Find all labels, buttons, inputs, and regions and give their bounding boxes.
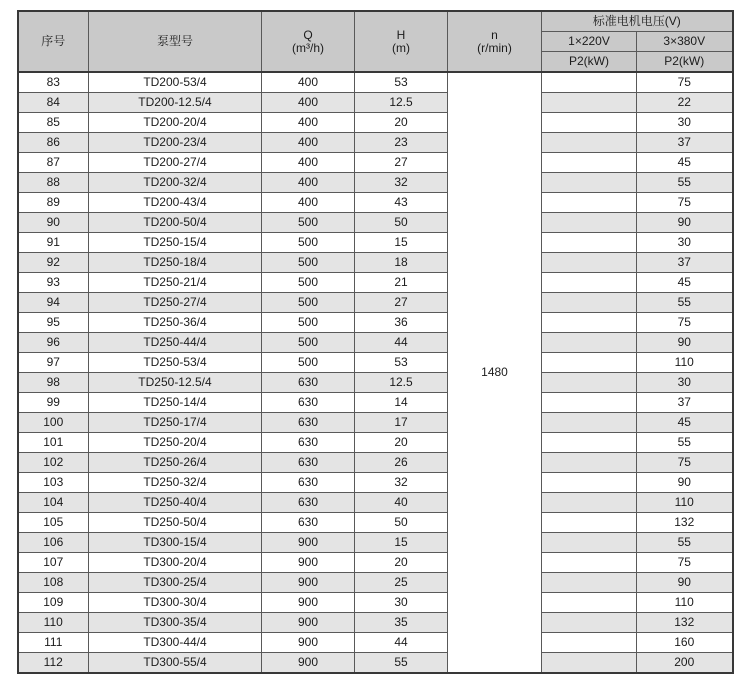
- table-row: [18, 353, 733, 373]
- p2-220-cell: [542, 533, 637, 553]
- table-row: [18, 633, 733, 653]
- h-cell: 17: [355, 413, 448, 433]
- seq-cell: 97: [18, 353, 89, 373]
- header-voltage-220: 1×220V: [542, 32, 637, 52]
- p2-220-cell: [542, 473, 637, 493]
- h-cell: 35: [355, 613, 448, 633]
- seq-cell: 109: [18, 593, 89, 613]
- seq-cell: 100: [18, 413, 89, 433]
- h-cell: 14: [355, 393, 448, 413]
- model-cell: TD200-23/4: [89, 133, 262, 153]
- q-cell: 630: [262, 493, 355, 513]
- h-cell: 55: [355, 653, 448, 674]
- seq-cell: 83: [18, 72, 89, 93]
- seq-cell: 112: [18, 653, 89, 674]
- h-cell: 43: [355, 193, 448, 213]
- q-cell: 500: [262, 273, 355, 293]
- h-cell: 30: [355, 593, 448, 613]
- page: [0, 10, 750, 688]
- q-cell: 500: [262, 253, 355, 273]
- h-cell: 12.5: [355, 93, 448, 113]
- model-cell: TD200-53/4: [89, 72, 262, 93]
- p2-380-cell: 75: [637, 553, 733, 573]
- q-cell: 900: [262, 613, 355, 633]
- p2-220-cell: [542, 173, 637, 193]
- table-row: [18, 553, 733, 573]
- seq-cell: 106: [18, 533, 89, 553]
- table-row: [18, 233, 733, 253]
- model-cell: TD250-18/4: [89, 253, 262, 273]
- p2-220-cell: [542, 93, 637, 113]
- table-row: [18, 513, 733, 533]
- p2-380-cell: 75: [637, 453, 733, 473]
- model-cell: TD200-20/4: [89, 113, 262, 133]
- h-cell: 53: [355, 353, 448, 373]
- model-cell: TD250-27/4: [89, 293, 262, 313]
- p2-220-cell: [542, 72, 637, 93]
- h-cell: 50: [355, 213, 448, 233]
- p2-220-cell: [542, 233, 637, 253]
- q-cell: 630: [262, 473, 355, 493]
- seq-cell: 110: [18, 613, 89, 633]
- p2-220-cell: [542, 633, 637, 653]
- q-cell: 400: [262, 173, 355, 193]
- p2-220-cell: [542, 293, 637, 313]
- q-cell: 500: [262, 353, 355, 373]
- table-row: [18, 333, 733, 353]
- p2-380-cell: 110: [637, 493, 733, 513]
- seq-cell: 99: [18, 393, 89, 413]
- q-cell: 630: [262, 453, 355, 473]
- h-cell: 21: [355, 273, 448, 293]
- p2-380-cell: 90: [637, 213, 733, 233]
- p2-380-cell: 22: [637, 93, 733, 113]
- h-cell: 32: [355, 473, 448, 493]
- model-cell: TD200-32/4: [89, 173, 262, 193]
- p2-380-cell: 55: [637, 173, 733, 193]
- p2-380-cell: 90: [637, 573, 733, 593]
- p2-220-cell: [542, 313, 637, 333]
- q-cell: 630: [262, 433, 355, 453]
- table-row: [18, 133, 733, 153]
- table-body: [18, 72, 733, 673]
- seq-cell: 103: [18, 473, 89, 493]
- q-cell: 630: [262, 373, 355, 393]
- model-cell: TD250-20/4: [89, 433, 262, 453]
- header-voltage-group: 标准电机电压(V): [542, 11, 733, 32]
- seq-cell: 94: [18, 293, 89, 313]
- table-row: [18, 173, 733, 193]
- p2-220-cell: [542, 113, 637, 133]
- p2-220-cell: [542, 593, 637, 613]
- h-cell: 25: [355, 573, 448, 593]
- h-cell: 20: [355, 113, 448, 133]
- p2-380-cell: 30: [637, 233, 733, 253]
- p2-380-cell: 75: [637, 313, 733, 333]
- h-cell: 15: [355, 533, 448, 553]
- p2-380-cell: 45: [637, 273, 733, 293]
- table-row: [18, 213, 733, 233]
- p2-380-cell: 160: [637, 633, 733, 653]
- q-cell: 630: [262, 393, 355, 413]
- table-row: [18, 453, 733, 473]
- model-cell: TD300-30/4: [89, 593, 262, 613]
- table-row: [18, 433, 733, 453]
- table-row: [18, 72, 733, 93]
- p2-220-cell: [542, 393, 637, 413]
- q-cell: 900: [262, 593, 355, 613]
- q-cell: 400: [262, 193, 355, 213]
- h-cell: 44: [355, 633, 448, 653]
- p2-380-cell: 90: [637, 333, 733, 353]
- q-cell: 400: [262, 133, 355, 153]
- h-cell: 23: [355, 133, 448, 153]
- table-row: [18, 373, 733, 393]
- seq-cell: 90: [18, 213, 89, 233]
- seq-cell: 111: [18, 633, 89, 653]
- header-head-unit: (m): [392, 40, 410, 55]
- p2-220-cell: [542, 273, 637, 293]
- n-value-cell: 1480: [448, 72, 542, 673]
- p2-220-cell: [542, 253, 637, 273]
- model-cell: TD200-43/4: [89, 193, 262, 213]
- table-row: [18, 573, 733, 593]
- model-cell: TD250-14/4: [89, 393, 262, 413]
- header-head-symbol: H: [396, 27, 406, 42]
- table-row: [18, 293, 733, 313]
- p2-380-cell: 37: [637, 133, 733, 153]
- p2-220-cell: [542, 433, 637, 453]
- seq-cell: 96: [18, 333, 89, 353]
- table-row: [18, 473, 733, 493]
- q-cell: 900: [262, 573, 355, 593]
- seq-cell: 102: [18, 453, 89, 473]
- seq-cell: 104: [18, 493, 89, 513]
- seq-cell: 95: [18, 313, 89, 333]
- p2-380-cell: 90: [637, 473, 733, 493]
- p2-380-cell: 132: [637, 513, 733, 533]
- p2-380-cell: 75: [637, 72, 733, 93]
- model-cell: TD250-32/4: [89, 473, 262, 493]
- seq-cell: 87: [18, 153, 89, 173]
- model-cell: TD200-12.5/4: [89, 93, 262, 113]
- q-cell: 500: [262, 233, 355, 253]
- p2-380-cell: 55: [637, 293, 733, 313]
- q-cell: 900: [262, 633, 355, 653]
- q-cell: 900: [262, 553, 355, 573]
- h-cell: 18: [355, 253, 448, 273]
- header-flow-symbol: Q: [303, 27, 313, 42]
- p2-380-cell: 55: [637, 433, 733, 453]
- h-cell: 36: [355, 313, 448, 333]
- q-cell: 400: [262, 72, 355, 93]
- p2-380-cell: 132: [637, 613, 733, 633]
- p2-380-cell: 75: [637, 193, 733, 213]
- model-cell: TD250-21/4: [89, 273, 262, 293]
- p2-380-cell: 30: [637, 373, 733, 393]
- header-model: 泵型号: [89, 11, 262, 72]
- p2-220-cell: [542, 513, 637, 533]
- p2-380-cell: 30: [637, 113, 733, 133]
- p2-220-cell: [542, 573, 637, 593]
- q-cell: 500: [262, 333, 355, 353]
- q-cell: 630: [262, 413, 355, 433]
- table-row: [18, 113, 733, 133]
- header-p2-380: P2(kW): [637, 52, 733, 73]
- model-cell: TD300-55/4: [89, 653, 262, 674]
- h-cell: 26: [355, 453, 448, 473]
- seq-cell: 107: [18, 553, 89, 573]
- p2-380-cell: 45: [637, 153, 733, 173]
- table-header: [18, 11, 733, 72]
- header-head: [355, 11, 448, 72]
- model-cell: TD200-50/4: [89, 213, 262, 233]
- model-cell: TD250-50/4: [89, 513, 262, 533]
- header-row-1: [18, 11, 733, 32]
- header-seq: 序号: [18, 11, 89, 72]
- model-cell: TD200-27/4: [89, 153, 262, 173]
- p2-220-cell: [542, 553, 637, 573]
- seq-cell: 84: [18, 93, 89, 113]
- header-flow-unit: (m³/h): [292, 40, 324, 55]
- header-p2-220: P2(kW): [542, 52, 637, 73]
- q-cell: 630: [262, 513, 355, 533]
- seq-cell: 92: [18, 253, 89, 273]
- p2-380-cell: 200: [637, 653, 733, 674]
- h-cell: 27: [355, 293, 448, 313]
- h-cell: 44: [355, 333, 448, 353]
- p2-220-cell: [542, 453, 637, 473]
- p2-220-cell: [542, 493, 637, 513]
- seq-cell: 93: [18, 273, 89, 293]
- h-cell: 20: [355, 433, 448, 453]
- q-cell: 900: [262, 533, 355, 553]
- model-cell: TD300-20/4: [89, 553, 262, 573]
- model-cell: TD250-15/4: [89, 233, 262, 253]
- p2-220-cell: [542, 373, 637, 393]
- header-speed: [448, 11, 542, 72]
- table-row: [18, 613, 733, 633]
- h-cell: 40: [355, 493, 448, 513]
- q-cell: 400: [262, 153, 355, 173]
- h-cell: 50: [355, 513, 448, 533]
- seq-cell: 91: [18, 233, 89, 253]
- p2-220-cell: [542, 353, 637, 373]
- model-cell: TD300-44/4: [89, 633, 262, 653]
- q-cell: 400: [262, 93, 355, 113]
- p2-220-cell: [542, 653, 637, 674]
- table-row: [18, 393, 733, 413]
- pump-spec-table: [17, 10, 734, 674]
- header-voltage-380: 3×380V: [637, 32, 733, 52]
- seq-cell: 105: [18, 513, 89, 533]
- seq-cell: 108: [18, 573, 89, 593]
- model-cell: TD250-44/4: [89, 333, 262, 353]
- model-cell: TD250-36/4: [89, 313, 262, 333]
- model-cell: TD250-17/4: [89, 413, 262, 433]
- table-row: [18, 193, 733, 213]
- header-speed-unit: (r/min): [477, 40, 512, 55]
- q-cell: 500: [262, 293, 355, 313]
- q-cell: 900: [262, 653, 355, 674]
- table-row: [18, 313, 733, 333]
- p2-220-cell: [542, 213, 637, 233]
- model-cell: TD300-15/4: [89, 533, 262, 553]
- table-row: [18, 533, 733, 553]
- h-cell: 27: [355, 153, 448, 173]
- table-row: [18, 413, 733, 433]
- table-row: [18, 253, 733, 273]
- p2-220-cell: [542, 133, 637, 153]
- p2-380-cell: 55: [637, 533, 733, 553]
- seq-cell: 85: [18, 113, 89, 133]
- q-cell: 400: [262, 113, 355, 133]
- seq-cell: 101: [18, 433, 89, 453]
- seq-cell: 98: [18, 373, 89, 393]
- header-speed-symbol: n: [491, 27, 498, 42]
- table-row: [18, 93, 733, 113]
- h-cell: 12.5: [355, 373, 448, 393]
- q-cell: 500: [262, 313, 355, 333]
- model-cell: TD250-53/4: [89, 353, 262, 373]
- p2-380-cell: 45: [637, 413, 733, 433]
- q-cell: 500: [262, 213, 355, 233]
- model-cell: TD250-40/4: [89, 493, 262, 513]
- table-row: [18, 593, 733, 613]
- h-cell: 32: [355, 173, 448, 193]
- p2-220-cell: [542, 613, 637, 633]
- seq-cell: 88: [18, 173, 89, 193]
- header-flow: [262, 11, 355, 72]
- seq-cell: 89: [18, 193, 89, 213]
- p2-220-cell: [542, 193, 637, 213]
- seq-cell: 86: [18, 133, 89, 153]
- p2-220-cell: [542, 153, 637, 173]
- table-row: [18, 153, 733, 173]
- model-cell: TD300-25/4: [89, 573, 262, 593]
- h-cell: 53: [355, 72, 448, 93]
- table-row: [18, 653, 733, 674]
- model-cell: TD250-12.5/4: [89, 373, 262, 393]
- model-cell: TD250-26/4: [89, 453, 262, 473]
- p2-220-cell: [542, 413, 637, 433]
- table-row: [18, 493, 733, 513]
- table-row: [18, 273, 733, 293]
- p2-380-cell: 37: [637, 253, 733, 273]
- p2-380-cell: 110: [637, 353, 733, 373]
- p2-220-cell: [542, 333, 637, 353]
- p2-380-cell: 37: [637, 393, 733, 413]
- model-cell: TD300-35/4: [89, 613, 262, 633]
- h-cell: 15: [355, 233, 448, 253]
- p2-380-cell: 110: [637, 593, 733, 613]
- h-cell: 20: [355, 553, 448, 573]
